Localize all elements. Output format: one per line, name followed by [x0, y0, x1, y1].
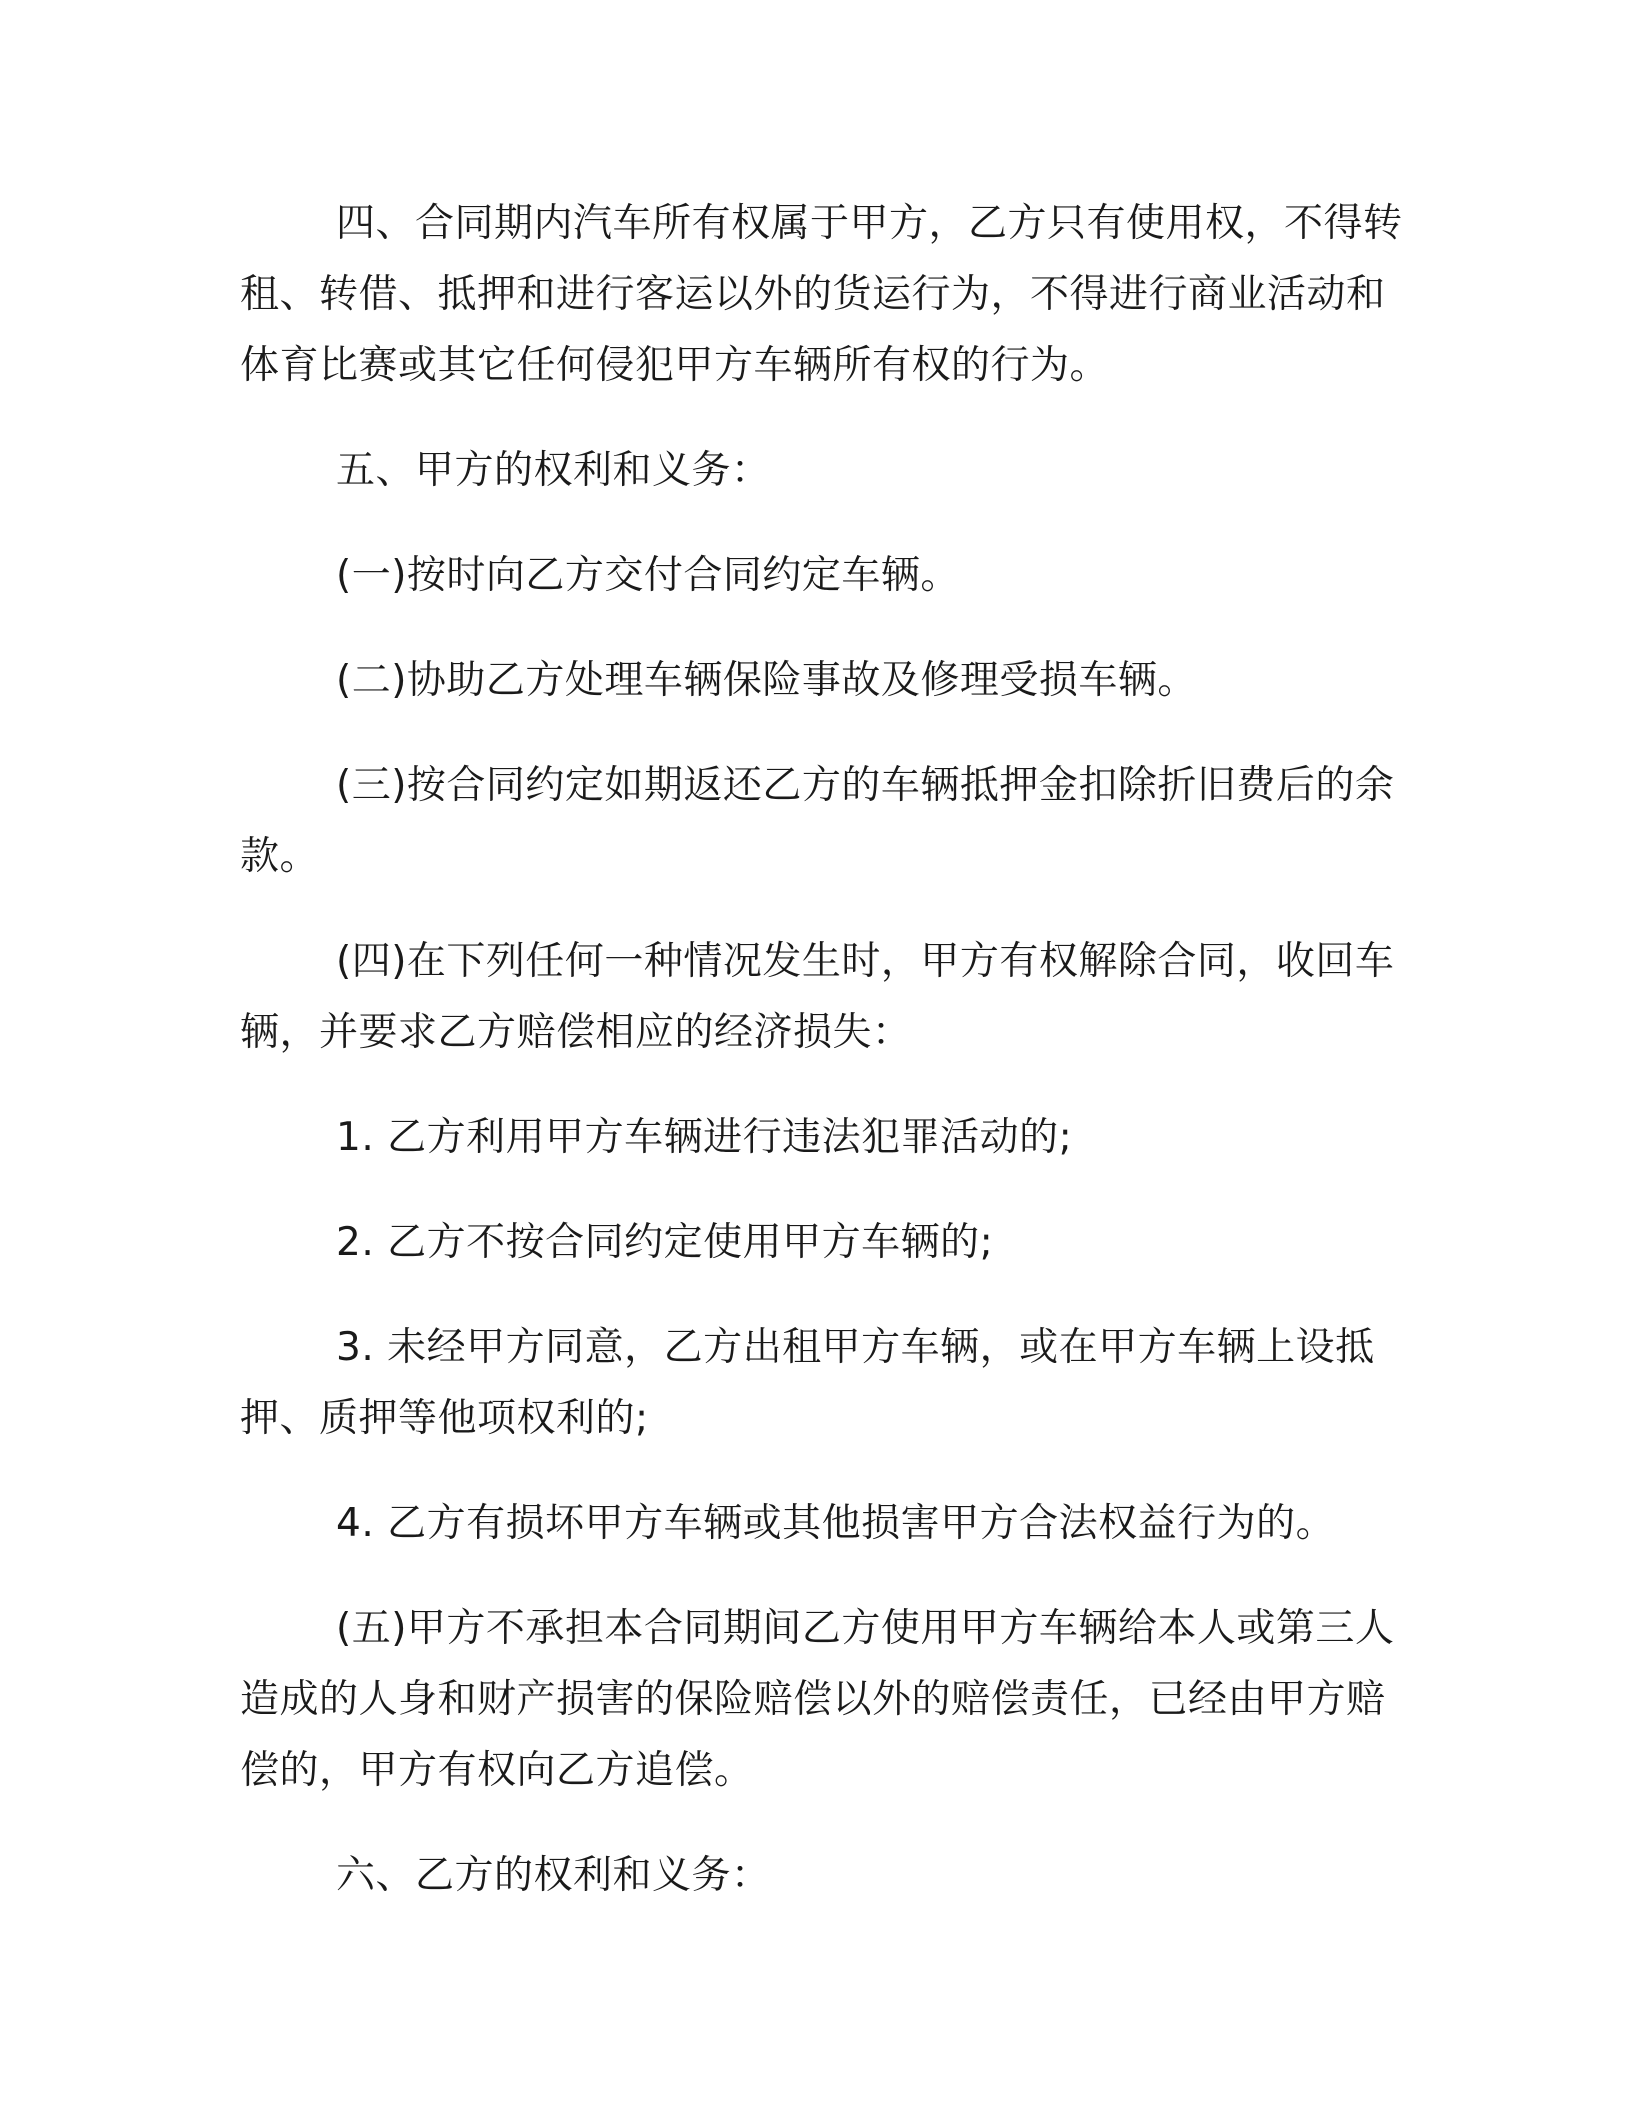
paragraph-item-5-2: (二)协助乙方处理车辆保险事故及修理受损车辆。: [336, 658, 1197, 703]
paragraph-subitem-2: 2. 乙方不按合同约定使用甲方车辆的;: [336, 1220, 994, 1265]
document-body: [240, 188, 1410, 1945]
paragraph-item-5-4: (四)在下列任何一种情况发生时，甲方有权解除合同，收回车辆，并要求乙方赔偿相应的经济损失：: [240, 939, 1395, 1055]
paragraph-item-5-1: (一)按时向乙方交付合同约定车辆。: [336, 553, 960, 598]
paragraph-item-5-5: (五)甲方不承担本合同期间乙方使用甲方车辆给本人或第三人造成的人身和财产损害的保险赔偿以外的赔偿责任，已经由甲方赔偿的，甲方有权向乙方追偿。: [240, 1606, 1395, 1793]
paragraph-clause-6-heading: 六、乙方的权利和义务：: [336, 1853, 771, 1898]
paragraph-subitem-4: 4. 乙方有损坏甲方车辆或其他损害甲方合法权益行为的。: [336, 1501, 1336, 1546]
paragraph-clause-5-heading: 五、甲方的权利和义务：: [336, 448, 771, 493]
paragraph-clause-4: 四、合同期内汽车所有权属于甲方，乙方只有使用权，不得转租、转借、抵押和进行客运以外的货运行为，不得进行商业活动和体育比赛或其它任何侵犯甲方车辆所有权的行为。: [240, 201, 1403, 388]
paragraph-item-5-3: (三)按合同约定如期返还乙方的车辆抵押金扣除折旧费后的余款。: [240, 763, 1395, 879]
paragraph-subitem-1: 1. 乙方利用甲方车辆进行违法犯罪活动的;: [336, 1115, 1073, 1160]
paragraph-subitem-3: 3. 未经甲方同意，乙方出租甲方车辆，或在甲方车辆上设抵押、质押等他项权利的;: [240, 1325, 1375, 1441]
